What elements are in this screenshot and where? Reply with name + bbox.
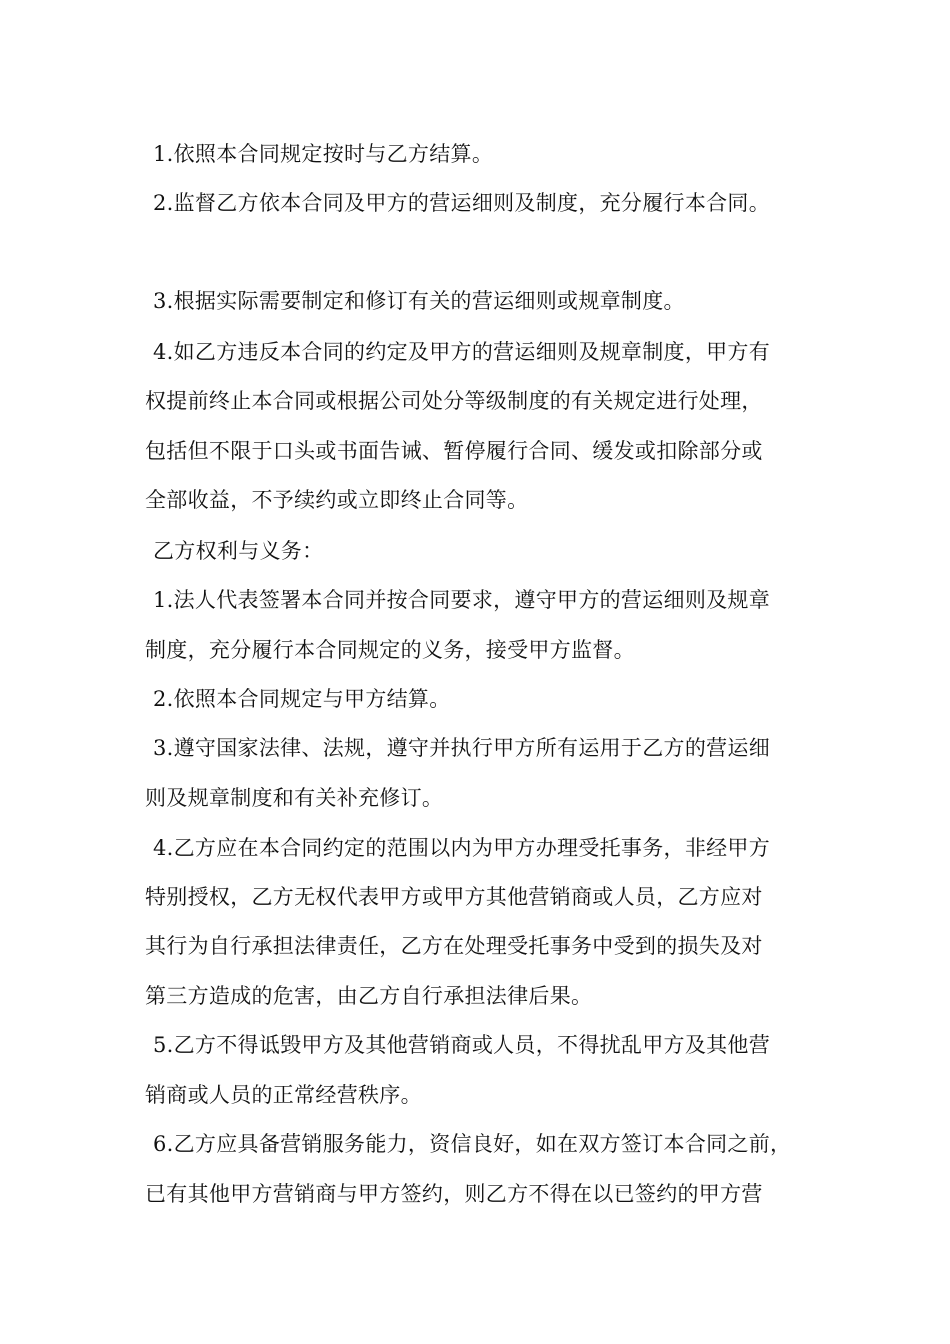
text-line: 制度，充分履行本合同规定的义务，接受甲方监督。 <box>145 638 635 662</box>
text-line: 已有其他甲方营销商与甲方签约，则乙方不得在以已签约的甲方营 <box>145 1182 763 1206</box>
text-line: 5.乙方不得诋毁甲方及其他营销商或人员，不得扰乱甲方及其他营 <box>153 1033 771 1057</box>
text-line: 其行为自行承担法律责任，乙方在处理受托事务中受到的损失及对 <box>145 934 763 958</box>
text-line: 1.法人代表签署本合同并按合同要求，遵守甲方的营运细则及规章 <box>153 588 771 612</box>
text-line: 全部收益，不予续约或立即终止合同等。 <box>145 488 529 512</box>
text-line: 则及规章制度和有关补充修订。 <box>145 786 444 810</box>
text-line: 2.监督乙方依本合同及甲方的营运细则及制度，充分履行本合同。 <box>153 191 771 215</box>
text-line: 第三方造成的危害，由乙方自行承担法律后果。 <box>145 984 593 1008</box>
text-line: 1.依照本合同规定按时与乙方结算。 <box>153 142 494 166</box>
text-line: 4.乙方应在本合同约定的范围以内为甲方办理受托事务，非经甲方 <box>153 836 771 860</box>
section-heading: 乙方权利与义务： <box>153 539 324 563</box>
text-line: 6.乙方应具备营销服务能力，资信良好，如在双方签订本合同之前， <box>153 1132 792 1156</box>
text-line: 4.如乙方违反本合同的约定及甲方的营运细则及规章制度，甲方有 <box>153 340 771 364</box>
text-line: 权提前终止本合同或根据公司处分等级制度的有关规定进行处理， <box>145 389 763 413</box>
text-line: 2.依照本合同规定与甲方结算。 <box>153 687 451 711</box>
text-line: 3.遵守国家法律、法规，遵守并执行甲方所有运用于乙方的营运细 <box>153 736 771 760</box>
text-line: 3.根据实际需要制定和修订有关的营运细则或规章制度。 <box>153 289 685 313</box>
text-line: 销商或人员的正常经营秩序。 <box>145 1083 422 1107</box>
text-line: 包括但不限于口头或书面告诫、暂停履行合同、缓发或扣除部分或 <box>145 439 763 463</box>
text-line: 特别授权，乙方无权代表甲方或甲方其他营销商或人员，乙方应对 <box>145 885 763 909</box>
